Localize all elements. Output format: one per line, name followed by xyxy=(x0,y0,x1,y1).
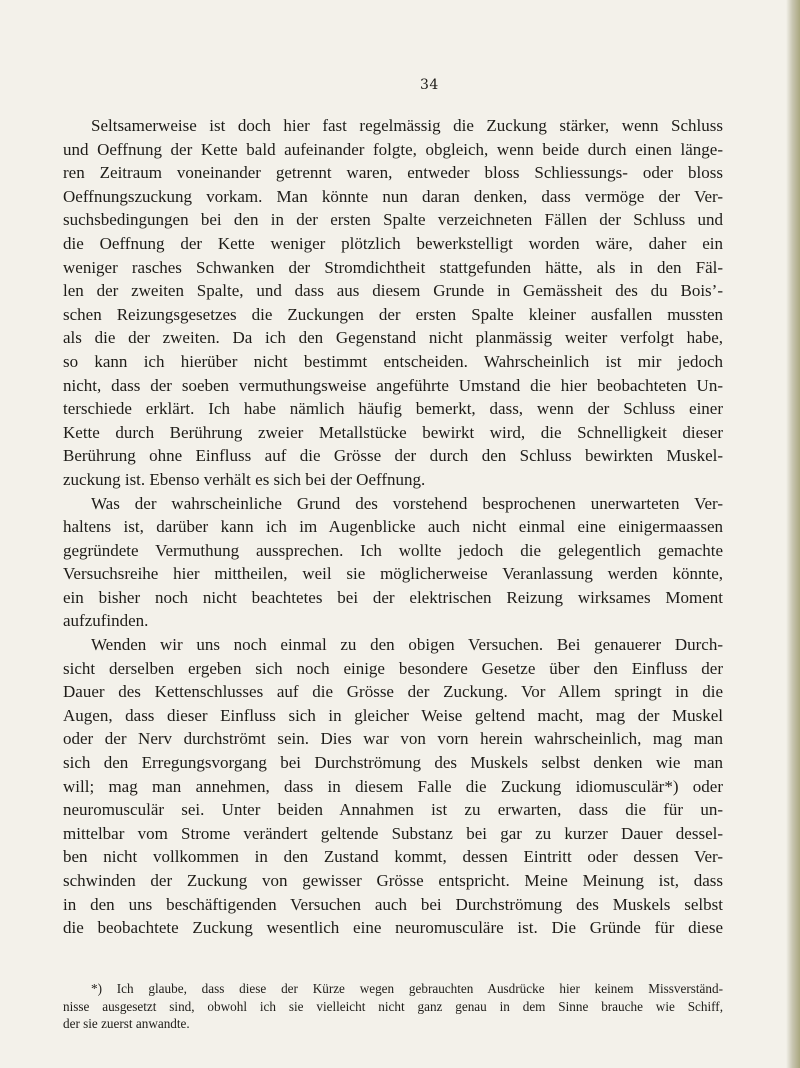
text-line: mittelbar vom Strome verändert geltende Substanz bei gar zu kurzer Dauer dessel- xyxy=(63,823,723,843)
text-line: Augen, dass dieser Einfluss sich in gleicher Weise geltend macht, mag der Muskel xyxy=(63,705,723,725)
text-line: Was der wahrscheinliche Grund des vorstehend besprochenen unerwarteten Ver- xyxy=(91,493,723,513)
text-line: und Oeffnung der Kette bald aufeinander folgte, obgleich, wenn beide durch einen länge- xyxy=(63,139,723,159)
text-line: sich den Erregungsvorgang bei Durchströmung des Muskels selbst denken wie man xyxy=(63,753,723,773)
text-line: als die der zweiten. Da ich den Gegenstand nicht planmässig weiter verfolgt habe, xyxy=(63,328,723,348)
text-line: zuckung ist. Ebenso verhält es sich bei der Oeffnung. xyxy=(63,469,426,489)
text-line: Dauer des Kettenschlusses auf die Grösse der Zuckung. Vor Allem springt in die xyxy=(63,682,723,702)
text-line: len der zweiten Spalte, und dass aus diesem Grunde in Gemässheit des du Bois’- xyxy=(63,281,723,301)
text-line: Seltsamerweise ist doch hier fast regelmässig die Zuckung stärker, wenn Schluss xyxy=(91,116,723,135)
text-line: oder der Nerv durchströmt sein. Dies war von vorn herein wahrscheinlich, mag man xyxy=(63,729,723,749)
text-line: terschiede erklärt. Ich habe nämlich häufig bemerkt, dass, wenn der Schluss einer xyxy=(63,399,723,419)
page-edge-shadow xyxy=(786,0,800,1068)
text-line: Wenden wir uns noch einmal zu den obigen Versuchen. Bei genauerer Durch- xyxy=(91,635,723,655)
text-line: ren Zeitraum voneinander getrennt waren, entweder bloss Schliessungs- oder bloss xyxy=(63,163,723,183)
text-line: gegründete Vermuthung aussprechen. Ich wollte jedoch die gelegentlich gemachte xyxy=(63,540,723,560)
text-line: will; mag man annehmen, dass in diesem Falle die Zuckung idiomusculär*) oder xyxy=(63,776,723,796)
text-line: ein bisher noch nicht beachtetes bei der elektrischen Reizung wirksames Moment xyxy=(63,587,723,607)
text-line: die beobachtete Zuckung wesentlich eine neuromusculäre ist. Die Gründe für diese xyxy=(63,918,723,938)
text-line: schen Reizungsgesetzes die Zuckungen der ersten Spalte kleiner ausfallen mussten xyxy=(63,304,723,324)
text-line: die Oeffnung der Kette weniger plötzlich bewerkstelligt worden wäre, daher ein xyxy=(63,233,723,253)
text-line: Berührung ohne Einfluss auf die Grösse der durch den Schluss bewirkten Muskel- xyxy=(63,446,723,466)
text-line: neuromusculär sei. Unter beiden Annahmen ist zu erwarten, dass die für un- xyxy=(63,800,723,820)
text-line: Versuchsreihe hier mittheilen, weil sie möglicherweise Veranlassung werden könnte, xyxy=(63,564,723,584)
page-number: 34 xyxy=(420,77,439,93)
body-text xyxy=(63,114,723,940)
footnote-line: *) Ich glaube, dass diese der Kürze wegen gebrauchten Ausdrücke hier keinem Missverständ- xyxy=(91,981,723,996)
text-line: ben nicht vollkommen in den Zustand kommt, dessen Eintritt oder dessen Ver- xyxy=(63,847,723,867)
text-line: nicht, dass der soeben vermuthungsweise angeführte Umstand die hier beobachteten Un- xyxy=(63,375,723,395)
text-line: haltens ist, darüber kann ich im Augenblicke auch nicht einmal eine einigermaassen xyxy=(63,517,723,537)
footnote-line: der sie zuerst anwandte. xyxy=(63,1016,190,1032)
text-line: in den uns beschäftigenden Versuchen auch bei Durchströmung des Muskels selbst xyxy=(63,894,723,914)
text-line: so kann ich hierüber nicht bestimmt entscheiden. Wahrscheinlich ist mir jedoch xyxy=(63,351,723,371)
text-line: weniger rasches Schwanken der Stromdichtheit stattgefunden hätte, als in den Fäl- xyxy=(63,257,723,277)
text-line: Oeffnungszuckung vorkam. Man könnte nun daran denken, dass vermöge der Ver- xyxy=(63,186,723,206)
text-line: suchsbedingungen bei den in der ersten Spalte verzeichneten Fällen der Schluss und xyxy=(63,210,723,230)
text-line: sicht derselben ergeben sich noch einige besondere Gesetze über den Einfluss der xyxy=(63,658,723,678)
text-line: aufzufinden. xyxy=(63,611,149,631)
text-line: schwinden der Zuckung von gewisser Grösse entspricht. Meine Meinung ist, dass xyxy=(63,871,723,890)
footnote-line: nisse ausgesetzt sind, obwohl ich sie vielleicht nicht ganz genau in dem Sinne brauche wie Schiff, xyxy=(63,998,723,1014)
text-line: Kette durch Berührung zweier Metallstücke bewirkt wird, die Schnelligkeit dieser xyxy=(63,422,723,442)
footnote xyxy=(63,980,723,1033)
